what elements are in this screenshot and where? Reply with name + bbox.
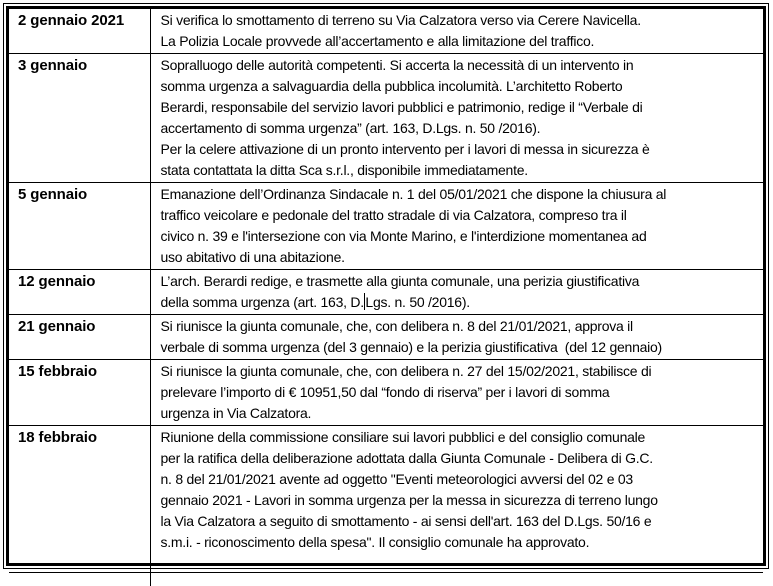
table-row [9, 9, 763, 54]
timeline-date-cell: 21 gennaio [9, 315, 150, 360]
timeline-date-cell: 12 gennaio [9, 270, 150, 315]
text-cursor-caret [364, 293, 366, 310]
timeline-event-cell [150, 573, 763, 586]
timeline-event-cell: L’arch. Berardi redige, e trasmette alla giunta comunale, una perizia giustificativa della somma urgenza (art. 163, D. Lgs. n. 50 /2016). [150, 270, 763, 315]
table-row [9, 426, 763, 573]
timeline-event-cell: Emanazione dell’Ordinanza Sindacale n. 1 del 05/01/2021 che dispone la chiusura al traffico veicolare e pedonale del tratto stradale di via Calzatora, compreso tra il civico n. 39 e l'intersezione con via Monte Marino, e l'interdizione momentanea ad uso abitativo di una abitazione. [150, 183, 763, 270]
document-inner-frame [6, 6, 766, 566]
timeline-date-cell: 18 febbraio [9, 426, 150, 573]
timeline-event-cell: Si riunisce la giunta comunale, che, con delibera n. 27 del 15/02/2021, stabilisce di prelevare l’importo di € 10951,50 dal “fondo di riserva” per i lavori di somma urgenza in Via Calzatora. [150, 360, 763, 426]
table-row [9, 360, 763, 426]
timeline-date-cell: 15 febbraio [9, 360, 150, 426]
timeline-event-cell: Riunione della commissione consiliare sui lavori pubblici e del consiglio comunale per la ratifica della deliberazione adottata dalla Giunta Comunale - Delibera di G.C. n. 8 del 21/01/2021 avente ad oggetto "Eventi meteorologici avversi del 02 e 03 gennaio 2021 - Lavori in somma urgenza per la messa in sicurezza di terreno lungo la Via Calzatora a seguito di smottamento - ai sensi dell'art. 163 del D.Lgs. 50/16 e s.m.i. - riconoscimento della spesa". Il consiglio comunale ha approvato. [150, 426, 763, 573]
table-row [9, 573, 763, 586]
timeline-event-cell: Si riunisce la giunta comunale, che, con delibera n. 8 del 21/01/2021, approva il verbale di somma urgenza (del 3 gennaio) e la perizia giustificativa (del 12 gennaio) [150, 315, 763, 360]
timeline-table [9, 9, 763, 586]
timeline-date-cell: 3 gennaio [9, 54, 150, 183]
timeline-date-cell: 2 gennaio 2021 [9, 9, 150, 54]
timeline-date-cell [9, 573, 150, 586]
table-row [9, 54, 763, 183]
timeline-date-cell: 5 gennaio [9, 183, 150, 270]
timeline-event-cell: Si verifica lo smottamento di terreno su Via Calzatora verso via Cerere Navicella. La Polizia Locale provvede all’accertamento e alla limitazione del traffico. [150, 9, 763, 54]
timeline-event-cell: Sopralluogo delle autorità competenti. Si accerta la necessità di un intervento in somma urgenza a salvaguardia della pubblica incolumità. L’architetto Roberto Berardi, responsabile del servizio lavori pubblici e patrimonio, redige il “Verbale di accertamento di somma urgenza” (art. 163, D.Lgs. n. 50 /2016). Per la celere attivazione di un pronto intervento per i lavori di messa in sicurezza è stata contattata la ditta Sca s.r.l., disponibile immediatamente. [150, 54, 763, 183]
table-row [9, 183, 763, 270]
document-outer-frame [3, 3, 769, 569]
timeline-table-body [9, 9, 763, 586]
table-row [9, 315, 763, 360]
table-row [9, 270, 763, 315]
